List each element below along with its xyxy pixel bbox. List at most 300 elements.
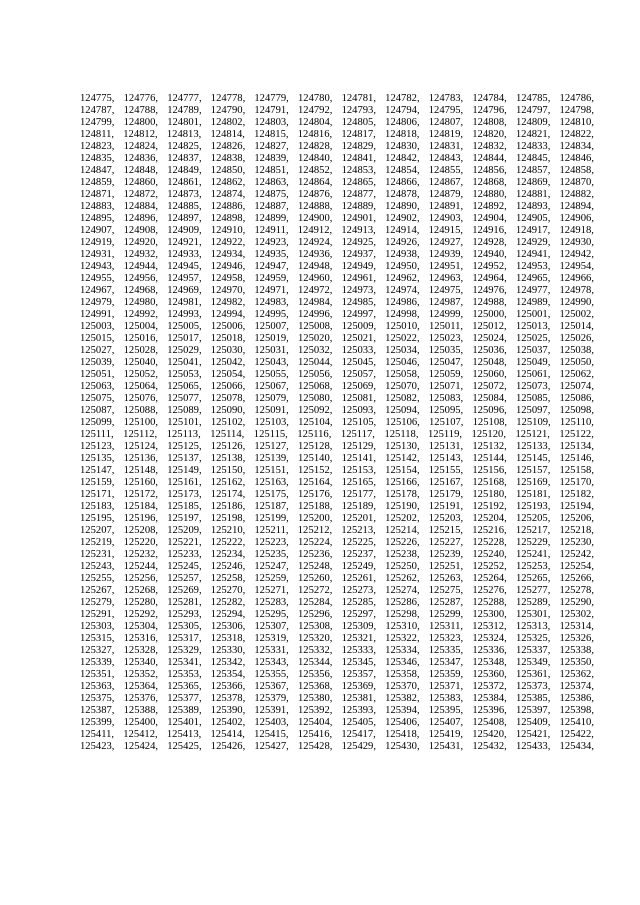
- number-item: 125326,: [559, 633, 594, 644]
- number-item: 125308,: [298, 621, 333, 632]
- number-item: 124905,: [515, 213, 551, 224]
- number-item: 125311,: [429, 621, 464, 632]
- number-item: 124846,: [559, 153, 594, 164]
- number-item: 124837,: [167, 153, 202, 164]
- number-item: 125021,: [341, 333, 376, 344]
- number-item: 125280,: [123, 597, 159, 608]
- number-item: 125006,: [210, 321, 246, 332]
- number-item: 125050,: [559, 357, 594, 368]
- number-item: 125136,: [123, 453, 159, 464]
- number-item: 124958,: [210, 273, 246, 284]
- number-item: 125042,: [210, 357, 246, 368]
- number-item: 125209,: [167, 525, 202, 536]
- number-item: 125409,: [515, 717, 551, 728]
- number-item: 125366,: [210, 681, 246, 692]
- number-item: 125285,: [341, 597, 376, 608]
- number-item: 125151,: [254, 465, 289, 476]
- number-item: 124779,: [254, 93, 289, 104]
- number-item: 125165,: [341, 477, 376, 488]
- number-item: 125382,: [385, 693, 420, 704]
- number-item: 125003,: [80, 321, 115, 332]
- number-item: 124986,: [385, 297, 420, 308]
- number-item: 125041,: [167, 357, 202, 368]
- number-item: 124982,: [210, 297, 246, 308]
- number-item: 124889,: [341, 201, 376, 212]
- number-item: 125404,: [297, 717, 333, 728]
- number-item: 125175,: [254, 489, 289, 500]
- number-item: 124796,: [472, 105, 507, 116]
- number-item: 125148,: [123, 465, 159, 476]
- text-line-2: [80, 117, 594, 129]
- number-item: 125300,: [472, 609, 507, 620]
- number-item: 125142,: [385, 453, 420, 464]
- text-line-44: [80, 621, 594, 633]
- number-item: 124949,: [341, 261, 376, 272]
- number-item: 125264,: [472, 573, 507, 584]
- number-item: 125215,: [428, 525, 464, 536]
- number-item: 124953,: [515, 261, 551, 272]
- number-item: 124831,: [428, 141, 464, 152]
- number-item: 125336,: [472, 645, 507, 656]
- number-item: 125422,: [559, 729, 594, 740]
- number-item: 125048,: [472, 357, 507, 368]
- number-item: 125010,: [385, 321, 420, 332]
- number-item: 125251,: [428, 561, 464, 572]
- number-item: 124980,: [123, 297, 159, 308]
- number-item: 125309,: [341, 621, 377, 632]
- number-item: 125154,: [385, 465, 420, 476]
- number-item: 124898,: [210, 213, 246, 224]
- number-item: 124814,: [210, 129, 245, 140]
- number-item: 125083,: [428, 393, 464, 404]
- text-line-36: [80, 525, 594, 537]
- number-item: 124790,: [210, 105, 246, 116]
- number-item: 125182,: [559, 489, 594, 500]
- number-item: 124852,: [297, 165, 333, 176]
- number-item: 124906,: [559, 213, 594, 224]
- number-item: 125043,: [254, 357, 289, 368]
- text-line-26: [80, 405, 594, 417]
- number-item: 125377,: [167, 693, 202, 704]
- number-item: 125111,: [80, 429, 114, 440]
- number-item: 125328,: [123, 645, 159, 656]
- number-item: 124983,: [254, 297, 289, 308]
- number-item: 125270,: [210, 585, 246, 596]
- number-item: 125362,: [559, 669, 594, 680]
- number-item: 125137,: [167, 453, 202, 464]
- number-item: 125359,: [428, 669, 464, 680]
- number-item: 125374,: [559, 681, 594, 692]
- number-item: 124999,: [428, 309, 464, 320]
- number-item: 125232,: [123, 549, 159, 560]
- number-item: 125049,: [515, 357, 551, 368]
- number-item: 124892,: [472, 201, 507, 212]
- number-item: 125287,: [428, 597, 464, 608]
- number-item: 125005,: [167, 321, 202, 332]
- number-item: 125386,: [559, 693, 594, 704]
- number-item: 125319,: [254, 633, 289, 644]
- number-item: 125410,: [559, 717, 594, 728]
- number-item: 124792,: [297, 105, 333, 116]
- number-item: 125375,: [80, 693, 115, 704]
- number-item: 124850,: [210, 165, 246, 176]
- text-line-8: [80, 189, 594, 201]
- number-item: 125250,: [385, 561, 420, 572]
- number-item: 124809,: [515, 117, 551, 128]
- number-item: 125408,: [472, 717, 507, 728]
- number-item: 124849,: [167, 165, 202, 176]
- number-item: 125317,: [167, 633, 202, 644]
- number-item: 125332,: [297, 645, 333, 656]
- number-item: 124815,: [254, 129, 289, 140]
- number-item: 124897,: [167, 213, 202, 224]
- number-item: 124913,: [341, 225, 376, 236]
- number-item: 125187,: [254, 501, 289, 512]
- number-item: 124943,: [80, 261, 115, 272]
- text-line-9: [80, 201, 594, 213]
- number-item: 125222,: [210, 537, 246, 548]
- number-item: 125044,: [297, 357, 333, 368]
- text-line-3: [80, 129, 594, 141]
- number-item: 124782,: [385, 93, 420, 104]
- number-item: 125397,: [515, 705, 551, 716]
- text-line-0: [80, 93, 594, 105]
- number-item: 125108,: [472, 417, 508, 428]
- number-item: 125316,: [123, 633, 159, 644]
- number-item: 124865,: [341, 177, 376, 188]
- number-item: 125084,: [472, 393, 507, 404]
- number-item: 124834,: [559, 141, 594, 152]
- number-item: 125072,: [472, 381, 507, 392]
- number-item: 125355,: [254, 669, 289, 680]
- number-item: 124838,: [210, 153, 246, 164]
- number-item: 125320,: [297, 633, 333, 644]
- text-line-27: [80, 417, 594, 429]
- text-line-37: [80, 537, 594, 549]
- number-item: 125248,: [297, 561, 333, 572]
- number-item: 125238,: [385, 549, 420, 560]
- text-line-5: [80, 153, 594, 165]
- number-item: 125017,: [167, 333, 202, 344]
- number-item: 125361,: [515, 669, 551, 680]
- number-item: 125088,: [123, 405, 159, 416]
- number-item: 124918,: [559, 225, 594, 236]
- number-item: 125192,: [472, 501, 507, 512]
- number-item: 125066,: [210, 381, 246, 392]
- number-item: 125170,: [559, 477, 594, 488]
- number-item: 125229,: [515, 537, 551, 548]
- number-item: 124802,: [210, 117, 246, 128]
- number-item: 125323,: [428, 633, 464, 644]
- number-item: 124988,: [472, 297, 507, 308]
- number-item: 125047,: [428, 357, 464, 368]
- number-item: 125133,: [515, 441, 551, 452]
- number-item: 125032,: [297, 345, 333, 356]
- number-item: 125122,: [559, 429, 594, 440]
- number-item: 125060,: [472, 369, 507, 380]
- number-item: 125071,: [428, 381, 464, 392]
- number-item: 124952,: [472, 261, 507, 272]
- number-item: 125360,: [472, 669, 507, 680]
- number-item: 125183,: [80, 501, 115, 512]
- number-item: 124785,: [515, 93, 551, 104]
- number-item: 125026,: [559, 333, 594, 344]
- number-item: 125147,: [80, 465, 115, 476]
- text-line-45: [80, 633, 594, 645]
- number-item: 124855,: [428, 165, 464, 176]
- number-item: 124967,: [80, 285, 115, 296]
- number-item: 125173,: [167, 489, 202, 500]
- number-item: 124851,: [254, 165, 289, 176]
- number-item: 125228,: [472, 537, 507, 548]
- text-line-11: [80, 225, 594, 237]
- number-item: 124934,: [210, 249, 246, 260]
- number-item: 125235,: [254, 549, 289, 560]
- number-item: 124820,: [472, 129, 507, 140]
- number-item: 125000,: [472, 309, 507, 320]
- number-item: 125052,: [123, 369, 159, 380]
- number-item: 125412,: [123, 729, 158, 740]
- number-item: 125116,: [297, 429, 332, 440]
- number-item: 125426,: [210, 741, 246, 752]
- number-item: 125150,: [210, 465, 246, 476]
- text-line-6: [80, 165, 594, 177]
- text-line-25: [80, 393, 594, 405]
- number-item: 125121,: [515, 429, 550, 440]
- number-item: 124904,: [472, 213, 507, 224]
- number-item: 124969,: [167, 285, 202, 296]
- text-line-19: [80, 321, 594, 333]
- number-item: 124989,: [515, 297, 551, 308]
- number-item: 124914,: [384, 225, 420, 236]
- number-item: 125400,: [123, 717, 159, 728]
- number-item: 124804,: [297, 117, 333, 128]
- number-item: 124979,: [80, 297, 115, 308]
- number-item: 125217,: [515, 525, 551, 536]
- number-item: 124784,: [472, 93, 507, 104]
- number-item: 125155,: [428, 465, 464, 476]
- text-line-21: [80, 345, 594, 357]
- number-item: 125197,: [167, 513, 202, 524]
- number-item: 124930,: [559, 237, 594, 248]
- number-item: 125149,: [167, 465, 202, 476]
- number-item: 125281,: [167, 597, 202, 608]
- number-item: 124816,: [297, 129, 333, 140]
- number-item: 125099,: [80, 417, 115, 428]
- number-item: 124955,: [80, 273, 115, 284]
- number-item: 125158,: [559, 465, 594, 476]
- number-item: 125383,: [428, 693, 464, 704]
- number-item: 125115,: [253, 429, 288, 440]
- number-item: 124992,: [123, 309, 159, 320]
- number-item: 125004,: [123, 321, 159, 332]
- number-item: 125186,: [210, 501, 246, 512]
- number-item: 124836,: [123, 153, 159, 164]
- number-item: 124860,: [123, 177, 159, 188]
- number-item: 125322,: [385, 633, 420, 644]
- number-item: 125070,: [385, 381, 420, 392]
- number-item: 125128,: [297, 441, 333, 452]
- number-item: 125135,: [80, 453, 115, 464]
- number-item: 125177,: [341, 489, 376, 500]
- number-item: 124941,: [515, 249, 551, 260]
- number-item: 125035,: [428, 345, 464, 356]
- number-item: 125184,: [123, 501, 159, 512]
- number-item: 125399,: [80, 717, 115, 728]
- number-item: 125009,: [341, 321, 377, 332]
- number-item: 124859,: [80, 177, 115, 188]
- number-item: 125171,: [80, 489, 115, 500]
- number-item: 125087,: [80, 405, 115, 416]
- number-item: 125160,: [123, 477, 159, 488]
- number-item: 125213,: [341, 525, 376, 536]
- number-item: 125307,: [254, 621, 289, 632]
- number-item: 125028,: [123, 345, 159, 356]
- number-item: 124853,: [341, 165, 376, 176]
- number-item: 125220,: [123, 537, 159, 548]
- number-item: 125246,: [210, 561, 246, 572]
- number-item: 124951,: [428, 261, 464, 272]
- number-item: 124843,: [428, 153, 464, 164]
- number-item: 125218,: [559, 525, 594, 536]
- number-item: 124877,: [341, 189, 376, 200]
- number-item: 125329,: [167, 645, 202, 656]
- number-item: 124970,: [210, 285, 246, 296]
- text-line-42: [80, 597, 594, 609]
- number-item: 124994,: [210, 309, 246, 320]
- number-item: 124938,: [385, 249, 420, 260]
- number-item: 125054,: [210, 369, 246, 380]
- number-item: 125208,: [123, 525, 159, 536]
- number-item: 124879,: [428, 189, 464, 200]
- number-item: 125284,: [297, 597, 333, 608]
- number-item: 125349,: [515, 657, 551, 668]
- number-item: 125253,: [515, 561, 551, 572]
- number-item: 125415,: [254, 729, 289, 740]
- number-item: 124975,: [428, 285, 464, 296]
- number-item: 124993,: [167, 309, 202, 320]
- number-item: 124863,: [254, 177, 289, 188]
- number-item: 124931,: [80, 249, 115, 260]
- number-item: 124878,: [385, 189, 420, 200]
- number-item: 124868,: [472, 177, 507, 188]
- number-item: 125239,: [428, 549, 464, 560]
- number-item: 125062,: [559, 369, 594, 380]
- number-item: 124858,: [559, 165, 594, 176]
- number-item: 125166,: [385, 477, 420, 488]
- number-item: 124829,: [341, 141, 376, 152]
- number-item: 124921,: [167, 237, 202, 248]
- number-item: 125421,: [515, 729, 551, 740]
- number-item: 125430,: [385, 741, 420, 752]
- number-item: 125231,: [80, 549, 115, 560]
- number-item: 124871,: [80, 189, 115, 200]
- number-item: 124978,: [559, 285, 594, 296]
- number-item: 124803,: [254, 117, 289, 128]
- number-item: 124990,: [559, 297, 594, 308]
- number-item: 125082,: [385, 393, 420, 404]
- number-item: 124778,: [210, 93, 246, 104]
- number-item: 125416,: [297, 729, 333, 740]
- number-item: 125271,: [254, 585, 289, 596]
- number-item: 124881,: [515, 189, 551, 200]
- number-item: 125417,: [341, 729, 376, 740]
- number-item: 125433,: [515, 741, 551, 752]
- number-item: 125078,: [210, 393, 246, 404]
- number-item: 124963,: [428, 273, 464, 284]
- text-line-28: [80, 429, 594, 441]
- number-item: 125106,: [385, 417, 420, 428]
- number-item: 124876,: [297, 189, 333, 200]
- number-item: 124944,: [123, 261, 159, 272]
- number-item: 125075,: [80, 393, 115, 404]
- number-item: 124835,: [80, 153, 115, 164]
- number-item: 125103,: [254, 417, 289, 428]
- number-item: 124903,: [428, 213, 464, 224]
- number-item: 125089,: [167, 405, 202, 416]
- number-item: 125237,: [341, 549, 376, 560]
- number-item: 125172,: [123, 489, 159, 500]
- number-item: 125363,: [80, 681, 115, 692]
- number-item: 125335,: [428, 645, 464, 656]
- text-line-40: [80, 573, 594, 585]
- number-item: 125189,: [341, 501, 376, 512]
- number-item: 125145,: [515, 453, 551, 464]
- number-item: 125219,: [80, 537, 115, 548]
- number-item: 125013,: [515, 321, 551, 332]
- number-item: 125273,: [341, 585, 376, 596]
- number-item: 125256,: [123, 573, 159, 584]
- number-item: 125015,: [80, 333, 115, 344]
- number-item: 124807,: [428, 117, 464, 128]
- number-item: 124887,: [254, 201, 289, 212]
- number-item: 125351,: [80, 669, 115, 680]
- number-item: 125338,: [559, 645, 594, 656]
- number-item: 125001,: [515, 309, 551, 320]
- number-item: 125354,: [210, 669, 246, 680]
- number-item: 125252,: [472, 561, 507, 572]
- number-item: 125352,: [123, 669, 159, 680]
- number-item: 125331,: [254, 645, 289, 656]
- number-item: 125364,: [123, 681, 159, 692]
- number-item: 125267,: [80, 585, 115, 596]
- number-item: 125247,: [254, 561, 289, 572]
- number-item: 125101,: [167, 417, 202, 428]
- number-item: 124966,: [559, 273, 594, 284]
- number-item: 125427,: [254, 741, 289, 752]
- number-item: 124833,: [515, 141, 551, 152]
- number-item: 125263,: [428, 573, 464, 584]
- number-item: 125403,: [254, 717, 289, 728]
- number-item: 124912,: [297, 225, 333, 236]
- number-item: 125069,: [341, 381, 376, 392]
- number-item: 125292,: [123, 609, 159, 620]
- number-item: 125096,: [472, 405, 507, 416]
- number-item: 125234,: [210, 549, 246, 560]
- number-item: 125420,: [472, 729, 507, 740]
- number-item: 125356,: [297, 669, 333, 680]
- number-item: 124926,: [385, 237, 420, 248]
- number-item: 125414,: [210, 729, 245, 740]
- number-item: 125203,: [428, 513, 464, 524]
- text-line-18: [80, 309, 594, 321]
- number-item: 125303,: [80, 621, 115, 632]
- number-item: 125378,: [210, 693, 246, 704]
- number-item: 125296,: [297, 609, 333, 620]
- number-item: 125034,: [385, 345, 420, 356]
- number-item: 125081,: [341, 393, 376, 404]
- number-item: 125031,: [254, 345, 289, 356]
